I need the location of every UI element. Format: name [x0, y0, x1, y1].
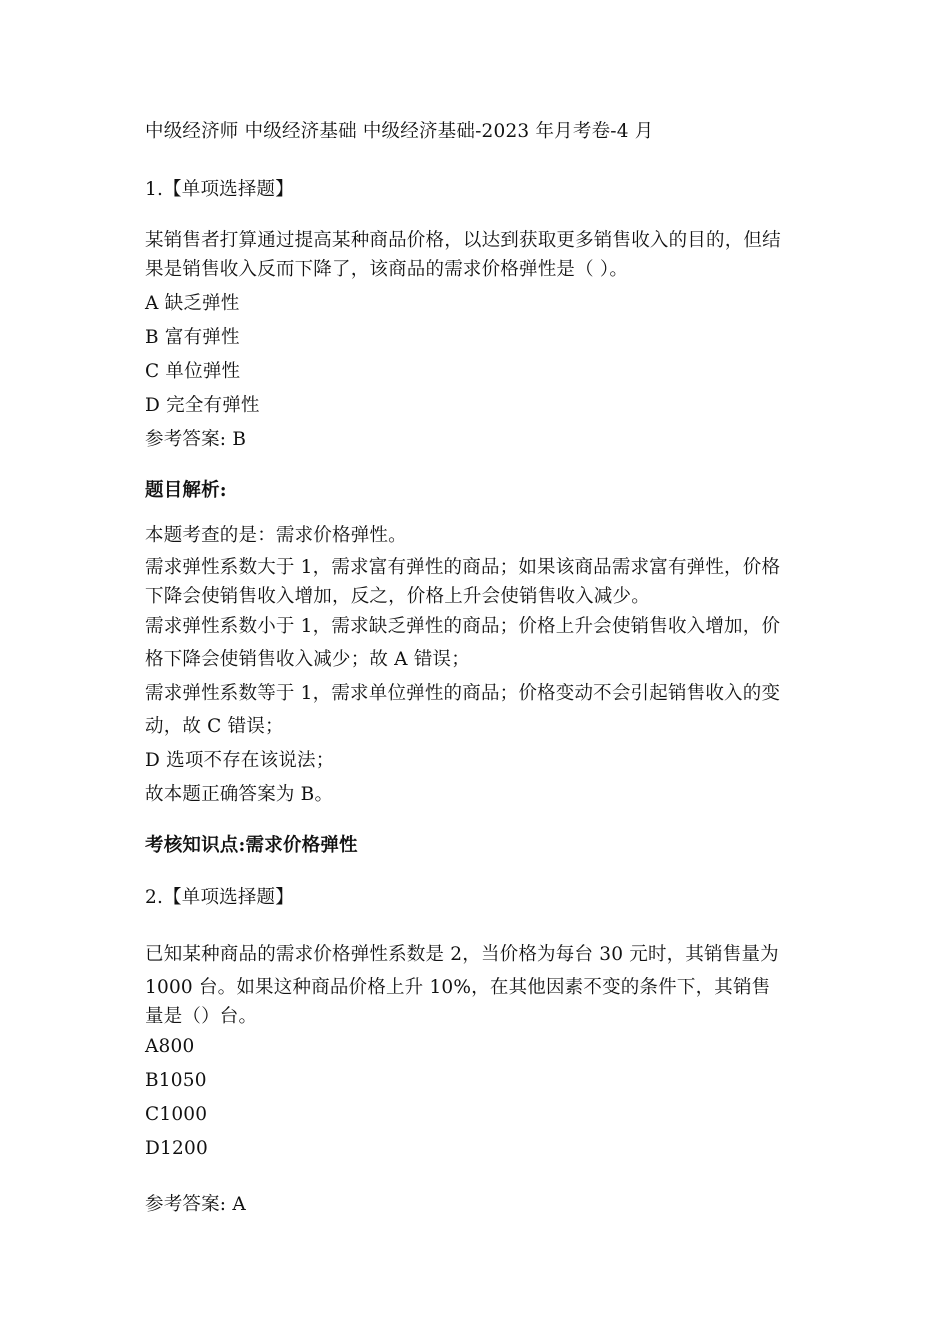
analysis-line-1: 本题考查的是：需求价格弹性。 — [145, 525, 407, 546]
question-2-option-c: C1000 — [145, 1104, 208, 1125]
question-2-stem-line-3: 量是（）台。 — [145, 1006, 258, 1027]
analysis-line-6: 需求弹性系数等于 1，需求单位弹性的商品；价格变动不会引起销售收入的变 — [145, 683, 781, 704]
question-2-stem-line-1: 已知某种商品的需求价格弹性系数是 2，当价格为每台 30 元时，其销售量为 — [145, 944, 779, 965]
question-1-stem-line-1: 某销售者打算通过提高某种商品价格，以达到获取更多销售收入的目的，但结 — [145, 230, 781, 251]
question-1-option-b: B 富有弹性 — [145, 327, 240, 348]
analysis-line-3: 下降会使销售收入增加，反之，价格上升会使销售收入减少。 — [145, 586, 650, 607]
analysis-line-2: 需求弹性系数大于 1，需求富有弹性的商品；如果该商品需求富有弹性，价格 — [145, 557, 781, 578]
analysis-line-7: 动，故 C 错误； — [145, 716, 284, 737]
question-1-answer: 参考答案: B — [145, 429, 247, 450]
question-2-option-a: A800 — [145, 1036, 195, 1057]
question-2-option-b: B1050 — [145, 1070, 207, 1091]
question-2-stem-line-2: 1000 台。如果这种商品价格上升 10%，在其他因素不变的条件下，其销售 — [145, 977, 771, 998]
question-2-heading: 2.【单项选择题】 — [145, 887, 294, 908]
question-1-stem-line-2: 果是销售收入反而下降了，该商品的需求价格弹性是（ ）。 — [145, 259, 629, 280]
question-1-option-c: C 单位弹性 — [145, 361, 241, 382]
question-1-option-d: D 完全有弹性 — [145, 395, 260, 416]
question-2-answer: 参考答案: A — [145, 1194, 246, 1215]
question-2-option-d: D1200 — [145, 1138, 208, 1159]
analysis-line-5: 格下降会使销售收入减少；故 A 错误； — [145, 649, 470, 670]
question-1-heading: 1.【单项选择题】 — [145, 179, 294, 200]
question-1-analysis-title: 题目解析: — [145, 480, 227, 501]
analysis-line-8: D 选项不存在该说法； — [145, 750, 335, 771]
analysis-line-9: 故本题正确答案为 B。 — [145, 784, 334, 805]
analysis-line-4: 需求弹性系数小于 1，需求缺乏弹性的商品；价格上升会使销售收入增加，价 — [145, 616, 781, 637]
question-1-knowledge-point: 考核知识点:需求价格弹性 — [145, 835, 358, 856]
question-1-option-a: A 缺乏弹性 — [145, 293, 240, 314]
document-title: 中级经济师 中级经济基础 中级经济基础-2023 年月考卷-4 月 — [145, 121, 654, 142]
